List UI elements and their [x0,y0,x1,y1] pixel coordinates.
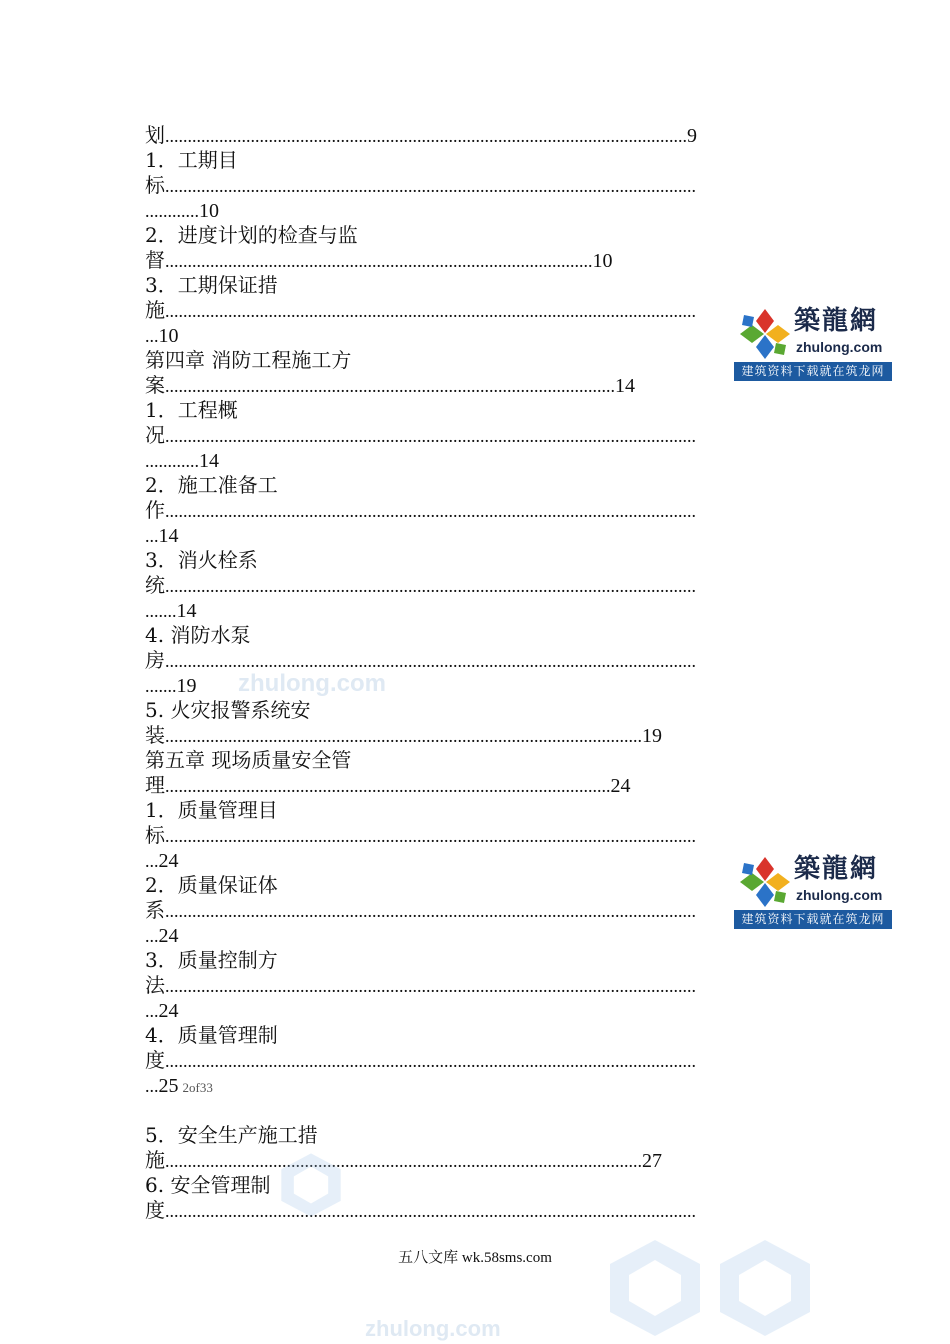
toc-entry-text: 2．进度计划的检查与监 [145,223,358,247]
toc-line [145,1023,805,1048]
toc-entry-text: 施 [145,298,165,322]
page-footer: 五八文库 wk.58sms.com [398,1250,552,1266]
toc-leader-dots: ... [145,326,159,346]
toc-leader-dots: ...................................................................................................................... [165,976,696,996]
toc-line [145,798,805,823]
toc-entry-text: 5. 火灾报警系统安 [145,698,311,722]
toc-leader-dots: .................................................................................................... [165,376,615,396]
toc-leader-dots: ...................................................................................................................... [165,501,696,521]
toc-entry-text: 第四章 消防工程施工方 [145,348,352,372]
toc-line [145,423,805,448]
toc-entry-text: 况 [145,423,165,447]
toc-line [145,548,805,573]
toc-page-number: 27 [642,1150,662,1172]
toc-entry-text: 装 [145,723,165,747]
toc-line [145,1123,805,1148]
toc-line [145,298,805,323]
toc-line [145,373,805,398]
toc-entry-text: 1．质量管理目 [145,798,278,822]
toc-line [145,923,805,948]
toc-entry-text: 标 [145,173,165,197]
toc-leader-dots: ...................................................................................................................... [165,651,696,671]
logo-slogan-2: 建筑资料下载就在筑龙网 [734,910,892,929]
toc-page-number: 10 [199,200,219,222]
toc-leader-dots: ....... [145,601,177,621]
toc-leader-dots: ...................................................................................................................... [165,301,696,321]
toc-entry-text: 第五章 现场质量安全管 [145,748,352,772]
logo-slogan: 建筑资料下载就在筑龙网 [734,362,892,381]
toc-entry-text: 划 [145,123,165,147]
toc-line [145,1098,805,1123]
toc-line [145,598,805,623]
toc-leader-dots: ... [145,1001,159,1021]
toc-line [145,848,805,873]
toc-leader-dots: ... [145,851,159,871]
toc-line [145,173,805,198]
toc-line [145,948,805,973]
toc-entry-text: 系 [145,898,165,922]
toc-entry-text: 1．工期目 [145,148,238,172]
toc-page-number: 14 [176,600,197,622]
toc-entry-text: 督 [145,248,165,272]
toc-page-number: 24 [158,1000,179,1022]
toc-line [145,998,805,1023]
toc-entry-text: 4. 消防水泵 [145,623,251,647]
toc-line [145,623,805,648]
toc-line [145,523,805,548]
toc-entry-text: 施 [145,1148,165,1172]
toc-leader-dots: ... [145,526,159,546]
toc-line [145,348,805,373]
logo-domain: zhulong.com [796,339,883,355]
zhulong-logo[interactable] [734,305,892,381]
logo-chinese-name: 築龍網 [794,306,879,336]
toc-line [145,898,805,923]
page-indicator: 2of33 [182,1080,213,1095]
toc-entry-text: 统 [145,573,165,597]
watermark-text-bottom: zhulong.com [365,1316,501,1341]
toc-page-number: 19 [642,725,662,747]
zhulong-logo-2[interactable] [734,853,892,929]
toc-leader-dots: ............ [145,451,199,471]
toc-line [145,748,805,773]
toc-line [145,123,805,148]
toc-page-number: 14 [199,450,219,472]
toc-entry-text: 标 [145,823,165,847]
toc-line [145,823,805,848]
toc-page-number: 19 [176,675,197,697]
toc-line [145,723,805,748]
logo-chinese-name-2: 築龍網 [794,854,879,884]
toc-line [145,248,805,273]
toc-leader-dots: ...................................................................................................................... [165,176,696,196]
toc-entry-text: 法 [145,973,165,997]
toc-leader-dots: ...................................................................................................................... [165,1201,696,1221]
toc-leader-dots: .......................................................................................................... [165,1151,642,1171]
toc-leader-dots: ...................................................................................................................... [165,826,696,846]
toc-entry-text: 度 [145,1048,165,1072]
logo-domain-2: zhulong.com [796,887,883,903]
toc-entry-text: 房 [145,648,165,672]
toc-line [145,273,805,298]
toc-entry-text: 2．质量保证体 [145,873,278,897]
toc-entry-text: 度 [145,1198,165,1222]
toc-leader-dots: ...................................................................................................................... [165,426,696,446]
toc-leader-dots: ................................................................................................... [165,776,611,796]
toc-leader-dots: .................................................................................................................... [165,126,687,146]
toc-line [145,198,805,223]
toc-page-number: 24 [610,775,631,797]
toc-line [145,1173,805,1198]
toc-leader-dots: ...................................................................................................................... [165,1051,696,1071]
toc-leader-dots: ... [145,926,159,946]
toc-line [145,498,805,523]
toc-leader-dots: ....... [145,676,177,696]
toc-line [145,773,805,798]
toc-entry-text: 3．消火栓系 [145,548,258,572]
toc-leader-dots: .......................................................................................................... [165,726,642,746]
toc-leader-dots: ...................................................................................................................... [165,576,696,596]
toc-page-number: 10 [158,325,179,347]
toc-leader-dots: ............................................................................................... [165,251,593,271]
toc-page-number: 14 [615,375,635,397]
toc-entry-text: 作 [145,498,165,522]
toc-page-number: 14 [158,525,179,547]
toc-entry-text: 案 [145,373,165,397]
toc-line [145,1148,805,1173]
toc-leader-dots: ...................................................................................................................... [165,901,696,921]
toc-entry-text: 3．质量控制方 [145,948,278,972]
toc-entry-text: 6. 安全管理制 [145,1173,271,1197]
toc-line [145,148,805,173]
toc-line [145,473,805,498]
toc-line [145,398,805,423]
toc-line [145,973,805,998]
toc-line [145,1048,805,1073]
toc-leader-dots: ............ [145,201,199,221]
toc-entry-text: 1．工程概 [145,398,238,422]
toc-line [145,873,805,898]
zhulong-emblem-icon [736,307,794,361]
toc-line [145,698,805,723]
toc-line [145,223,805,248]
toc-line [145,573,805,598]
toc-entry-text: 5．安全生产施工措 [145,1123,318,1147]
watermark-text: zhulong.com [238,670,386,697]
toc-line [145,1073,805,1098]
zhulong-emblem-icon-2 [736,855,794,909]
toc-page-number: 25 [158,1075,179,1097]
toc-page-number: 24 [158,850,179,872]
toc-entry-text: 理 [145,773,165,797]
toc-page-number: 24 [158,925,179,947]
toc-leader-dots: ... [145,1076,159,1096]
toc-entry-text: 3．工期保证措 [145,273,278,297]
watermark-emblem-icon-3 [278,1152,344,1218]
toc-entry-text: 2．施工准备工 [145,473,278,497]
toc-line [145,1198,805,1223]
toc-entry-text: 4．质量管理制 [145,1023,278,1047]
toc-line [145,323,805,348]
toc-page-number: 9 [687,125,697,147]
toc-page-number: 10 [592,250,613,272]
toc-line [145,448,805,473]
